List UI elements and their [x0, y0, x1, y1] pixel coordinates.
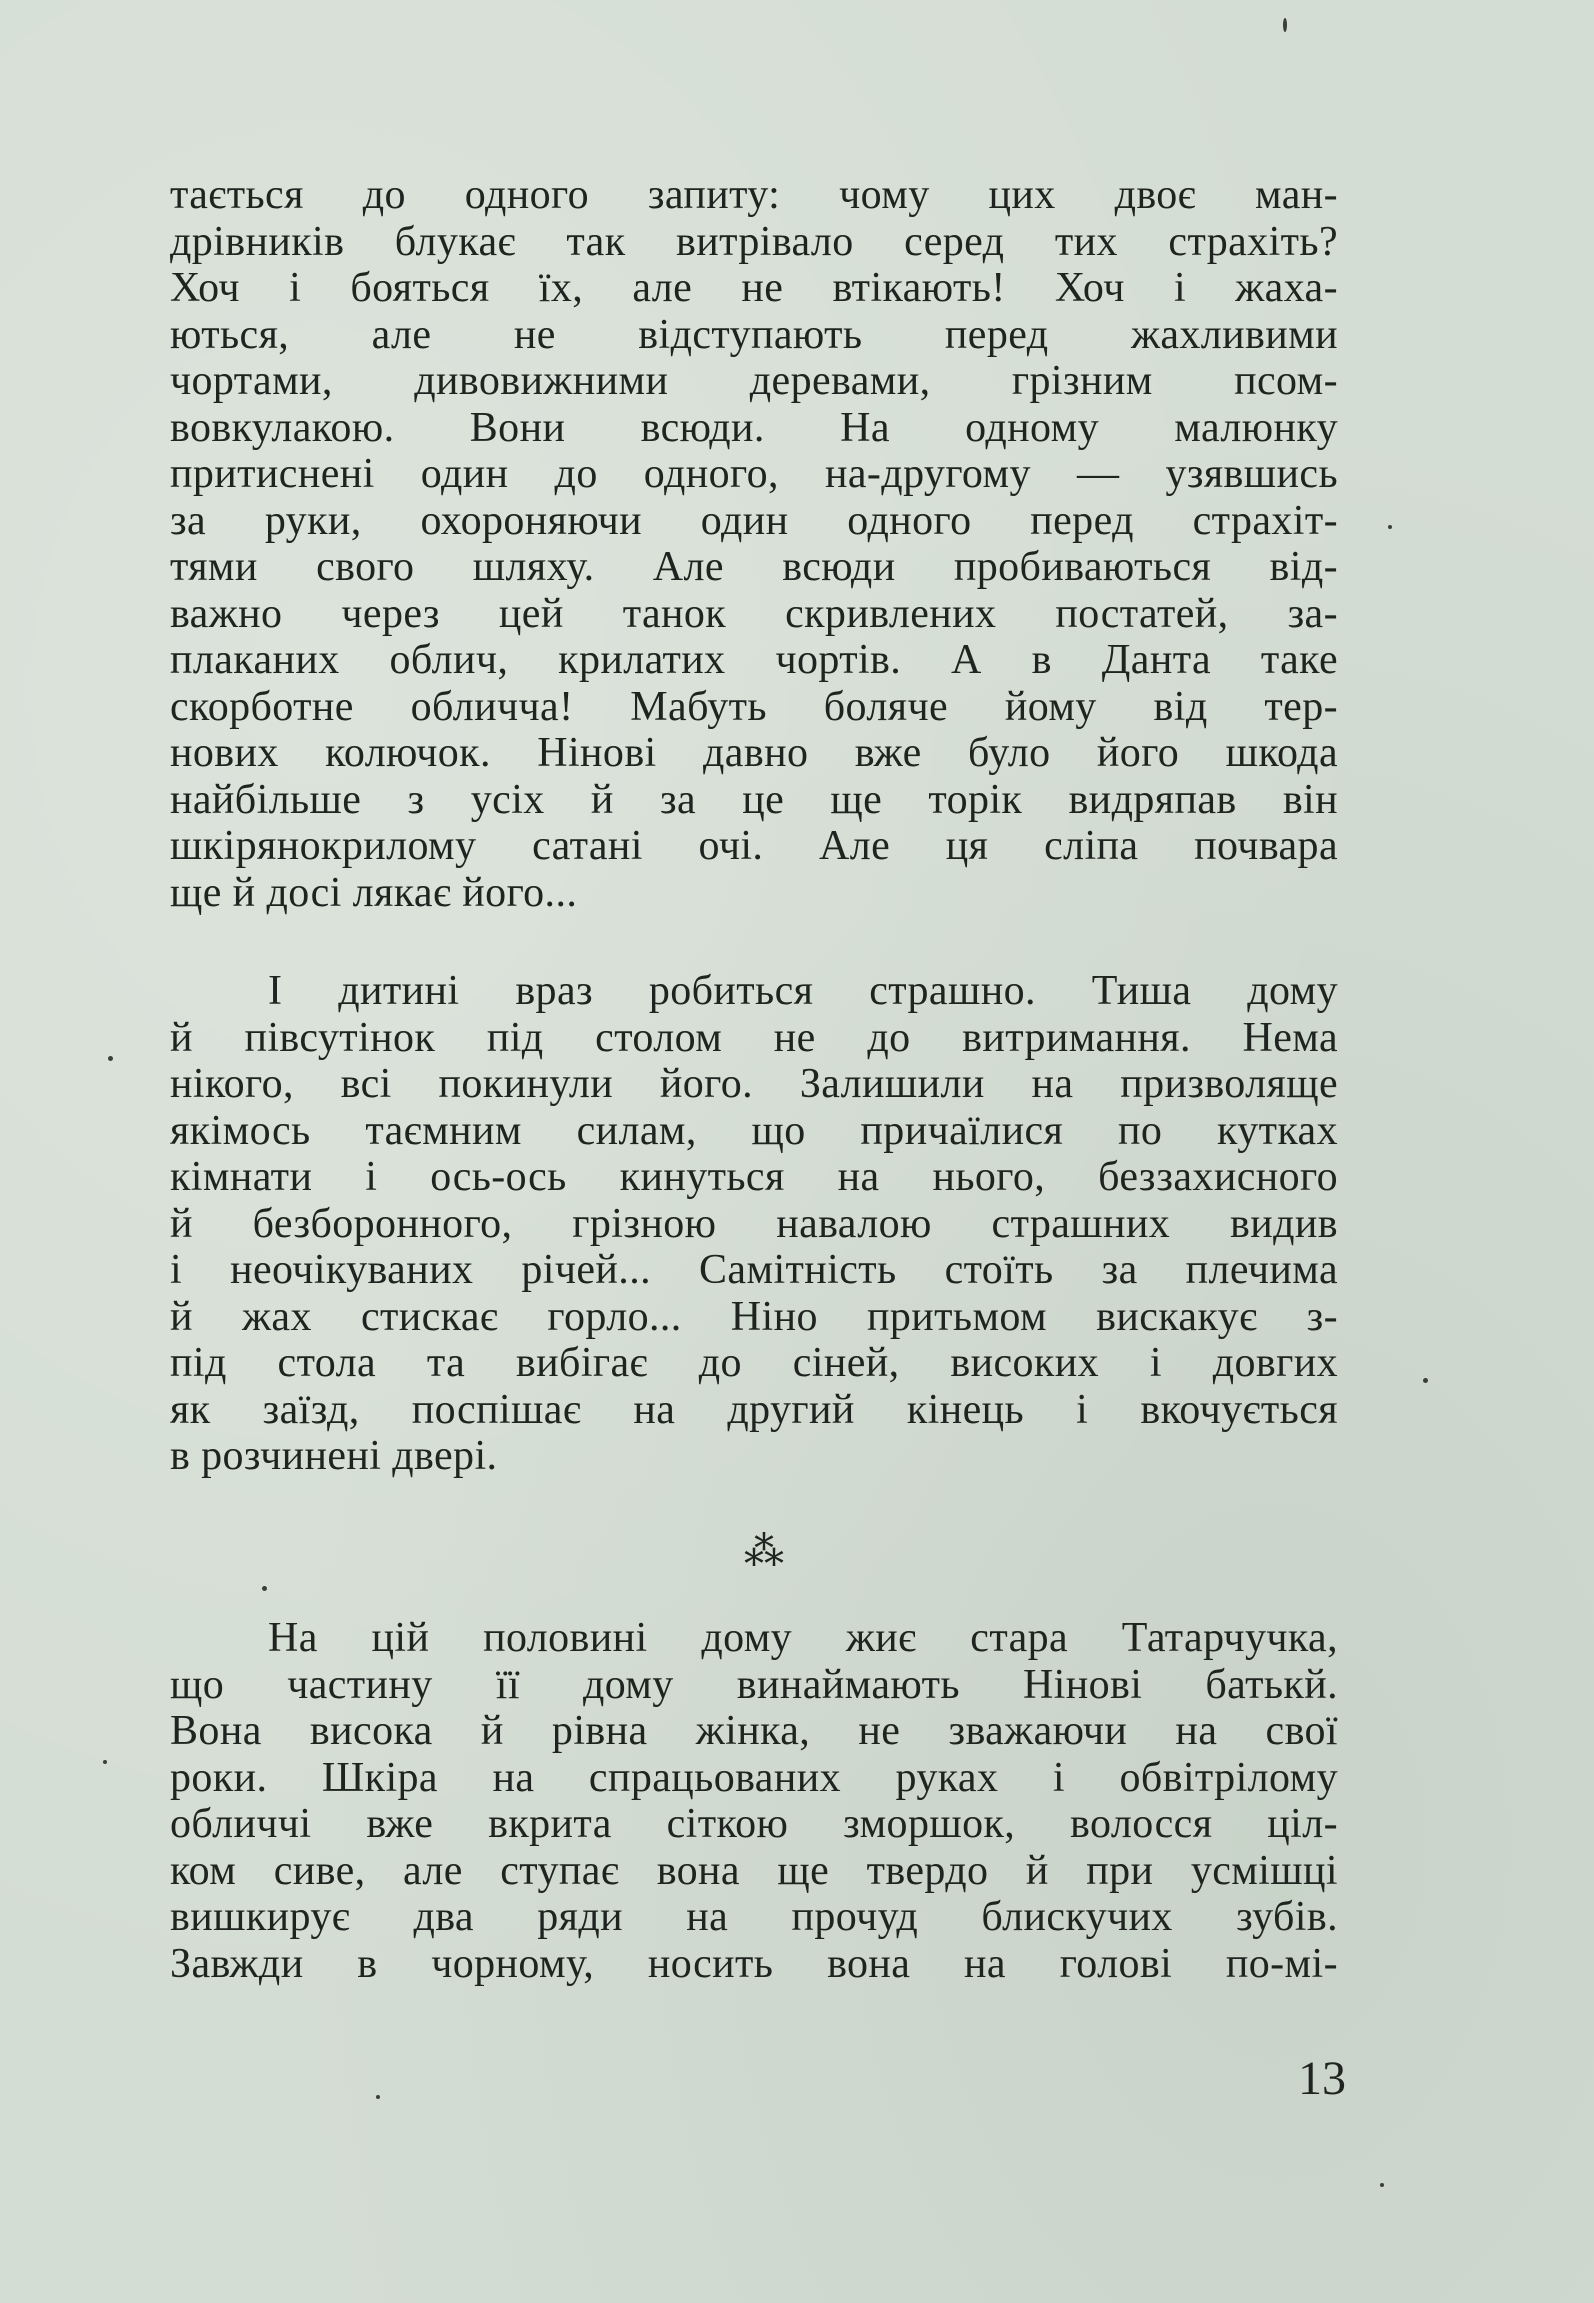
text-line: Вона висока й рівна жінка, не зважаючи на свої	[170, 1708, 1338, 1754]
paragraph-2	[170, 968, 1338, 1480]
text-line: скорботне обличча! Мабуть боляче йому від тер-	[170, 683, 1338, 730]
text-line: ються, але не відступають перед жахливими	[170, 311, 1338, 358]
text-line: як заїзд, поспішає на другий кінець і вкочується	[170, 1386, 1338, 1433]
text-line: нікого, всі покинули його. Залишили на призволяще	[170, 1061, 1338, 1107]
text-line: Хоч і бояться їх, але не втікають! Хоч і жаха-	[170, 265, 1338, 311]
paragraph-1	[170, 172, 1338, 916]
text-line: дрівників блукає так витрівало серед тих страхіть?	[170, 218, 1338, 265]
text-line: нових колючок. Нінові давно вже було його шкода	[170, 730, 1338, 776]
text-line: притиснені один до одного, на-другому — узявшись	[170, 451, 1338, 497]
text-line: вовкулакою. Вони всюди. На одному малюнку	[170, 404, 1338, 451]
text-line: Завжди в чорному, носить вона на голові по-мі-	[170, 1940, 1338, 1987]
text-line: роки. Шкіра на спрацьованих руках і обвітрілому	[170, 1754, 1338, 1801]
text-line: І дитині враз робиться страшно. Тиша дому	[268, 968, 1338, 1014]
text-line: і неочікуваних річей... Самітність стоїть за плечима	[170, 1247, 1338, 1293]
text-line: На цій половині дому жиє стара Татарчучка,	[268, 1615, 1338, 1661]
text-line: й півсутінок під столом не до витримання. Нема	[170, 1014, 1338, 1061]
section-divider: ⁂	[744, 1529, 782, 1574]
print-speck	[1283, 18, 1287, 32]
text-line: ще й досі лякає його...	[170, 869, 578, 916]
text-line: важно через цей танок скривлених постатей, за-	[170, 590, 1338, 637]
page-number: 13	[1298, 2052, 1346, 2105]
print-speck	[103, 1760, 107, 1764]
text-line: обличчі вже вкрита сіткою зморшок, волосся ціл-	[170, 1801, 1338, 1847]
text-line: й жах стискає горло... Ніно притьмом вискакує з-	[170, 1293, 1338, 1340]
print-speck	[262, 1586, 267, 1591]
paragraph-3	[170, 1615, 1338, 1987]
print-speck	[1388, 525, 1392, 529]
text-line: якімось таємним силам, що причаїлися по кутках	[170, 1107, 1338, 1154]
print-speck	[1380, 2183, 1384, 2187]
print-speck	[108, 1056, 113, 1061]
text-line: кімнати і ось-ось кинуться на нього, беззахисного	[170, 1154, 1338, 1200]
text-line: під стола та вибігає до сіней, високих і довгих	[170, 1340, 1338, 1386]
text-line: вишкирує два ряди на прочуд блискучих зубів.	[170, 1894, 1338, 1940]
text-line: тається до одного запиту: чому цих двоє ман-	[170, 172, 1338, 218]
text-line: найбільше з усіх й за це ще торік видряпав він	[170, 776, 1338, 823]
text-line: чортами, дивовижними деревами, грізним псом-	[170, 358, 1338, 404]
text-line: плаканих облич, крилатих чортів. А в Данта таке	[170, 637, 1338, 683]
text-line: ком сиве, але ступає вона ще твердо й при усмішці	[170, 1847, 1338, 1894]
text-line: тями свого шляху. Але всюди пробиваються від-	[170, 544, 1338, 590]
text-line: в розчинені двері.	[170, 1433, 498, 1479]
text-line: за руки, охороняючи один одного перед страхіт-	[170, 497, 1338, 544]
print-speck	[1423, 1378, 1428, 1383]
text-line: що частину її дому винаймають Нінові батькй.	[170, 1661, 1338, 1708]
text-line: шкірянокрилому сатані очі. Але ця сліпа почвара	[170, 823, 1338, 869]
text-line: й безборонного, грізною навалою страшних видив	[170, 1200, 1338, 1247]
print-speck	[376, 2095, 380, 2099]
